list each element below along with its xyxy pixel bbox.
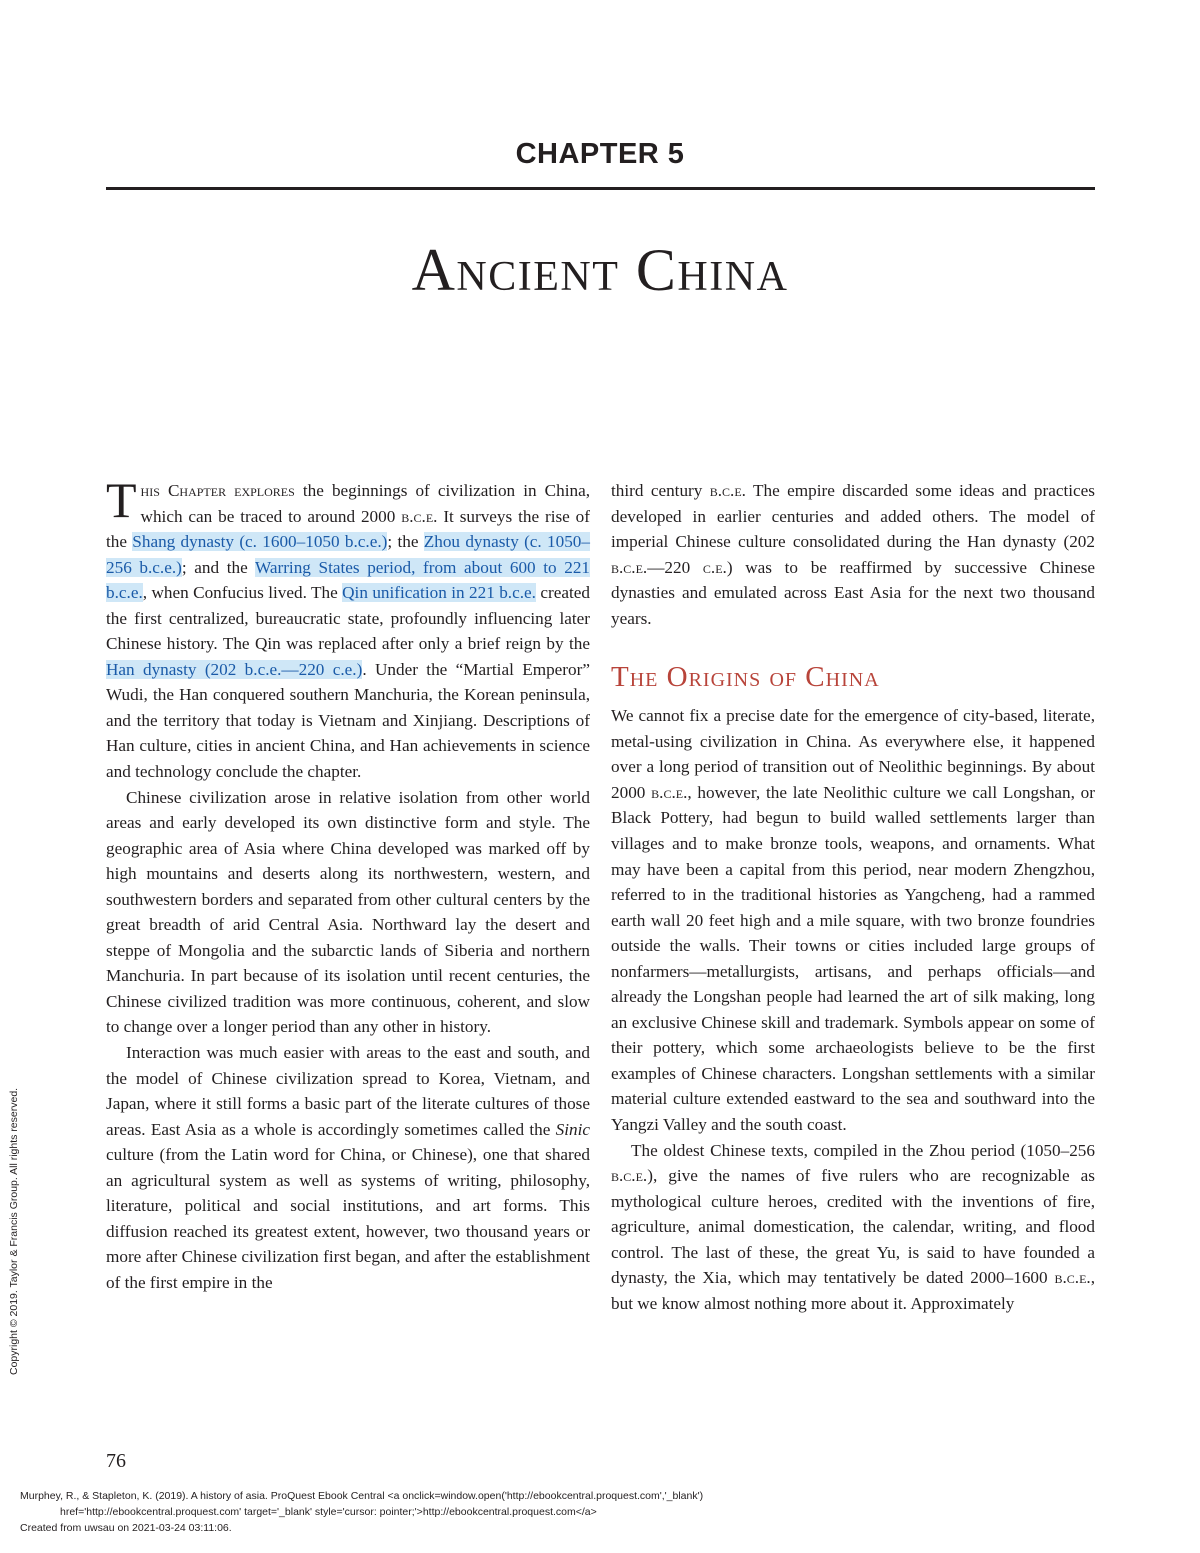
body-paragraph xyxy=(106,1040,590,1295)
text-run: third century xyxy=(611,481,710,500)
body-paragraph xyxy=(611,478,1095,631)
citation-line: Murphey, R., & Stapleton, K. (2019). A history of asia. ProQuest Ebook Central <a onclick=window.open('http://ebookcentral.proquest.com','_blank') xyxy=(20,1490,704,1502)
lead-in-smallcaps: his Chapter explores xyxy=(140,481,295,500)
italic-term: Sinic xyxy=(555,1119,590,1139)
chapter-title: Ancient China xyxy=(411,237,789,304)
body-paragraph xyxy=(611,703,1095,1137)
section-heading: The Origins of China xyxy=(611,661,880,694)
era-abbrev: b.c.e. xyxy=(651,782,688,802)
text-run: . Under the “Martial Emperor” Wudi, the Han conquered southern Manchuria, the Korean peninsula, and the territory that today is Vietnam and Xinjiang. Descriptions of Han culture, cities in ancient China, and Han achievements in science and technology conclude the chapter. xyxy=(106,659,590,782)
highlight-warring-states[interactable]: Warring States period, from about 600 to 221 b.c.e. xyxy=(106,557,591,603)
text-run: culture (from the Latin word for China, or Chinese), one that shared an agricultural system as well as systems of writing, philosophy, literature, political and social institutions, and art forms. This diffusion reached its greatest extent, however, two thousand years or more after Chinese civilization first began, and after the establishment of the first empire in the xyxy=(106,1145,590,1292)
highlight-zhou-dynasty[interactable]: Zhou dynasty (c. 1050–256 b.c.e.) xyxy=(106,532,590,577)
chapter-label: CHAPTER 5 xyxy=(515,138,685,170)
text-run: the beginnings of civilization in China, which can be traced to around 2000 xyxy=(140,481,590,526)
right-column xyxy=(611,478,1095,1316)
page-number: 76 xyxy=(106,1450,126,1472)
text-run: ; the xyxy=(387,532,424,552)
created-line: Created from uwsau on 2021-03-24 03:11:06. xyxy=(20,1522,232,1534)
era-abbrev: b.c.e. xyxy=(709,481,746,500)
copyright-notice: Copyright © 2019. Taylor & Francis Group. All rights reserved. xyxy=(8,1087,20,1375)
citation-line: href='http://ebookcentral.proquest.com' target='_blank' style='cursor: pointer;'>http://ebookcentral.proquest.com</a> xyxy=(60,1506,597,1518)
highlight-shang-dynasty[interactable]: Shang dynasty (c. 1600–1050 b.c.e.) xyxy=(132,532,388,552)
era-abbrev: b.c.e.—220 c.e. xyxy=(611,557,727,577)
body-paragraph xyxy=(611,1138,1095,1317)
body-paragraph: Chinese civilization arose in relative isolation from other world areas and early developed its own distinctive form and style. The geographic area of Asia where China developed was marked off by high mountains and deserts along its northwestern, western, and southwestern borders and separated from other cultural centers by the great breadth of arid Central Asia. Northward lay the desert and steppe of Mongolia and the subarctic lands of Siberia and northern Manchuria. In part because of its isolation until recent centuries, the Chinese civilized tradition was more continuous, coherent, and slow to change over a longer period than any other in history. xyxy=(106,787,590,1037)
chapter-rule xyxy=(106,187,1095,190)
text-run: , however, the late Neolithic culture we call Longshan, or Black Pottery, had begun to build walled settlements larger than villages and to make bronze tools, weapons, and ornaments. What may have been a capital from this period, near modern Zhengzhou, referred to in the traditional histories as Yangcheng, had a rammed earth wall 20 feet high and a mile square, with two bronze foundries outside the walls. Their towns or cities included large groups of nonfarmers—metallurgists, artisans, and perhaps officials—and already the Longshan people had learned the art of silk making, long an exclusive Chinese skill and trademark. Symbols appear on some of their pottery, which some archaeologists believe to be the first examples of Chinese characters. Longshan settlements with a similar material culture extended eastward to the sea and southward into the Yangzi Valley and the south coast. xyxy=(611,782,1096,1135)
text-run: , but we know almost nothing more about it. Approximately xyxy=(611,1268,1095,1313)
era-abbrev: b.c.e. xyxy=(1054,1268,1091,1288)
era-abbrev: b.c.e. xyxy=(401,506,438,526)
text-run: Interaction was much easier with areas to the east and south, and the model of Chinese civilization spread to Korea, Vietnam, and Japan, where it still forms a basic part of the literate cultures of those areas. East Asia as a whole is accordingly sometimes called the xyxy=(106,1043,590,1139)
text-run: ), give the names of five rulers who are recognizable as mythological culture heroes, credited with the inventions of fire, agriculture, animal domestication, the calendar, writing, and flood control. The last of these, the great Yu, is said to have founded a dynasty, the Xia, which may tentatively be dated 2000–1600 xyxy=(611,1166,1095,1288)
highlight-han-dynasty[interactable]: Han dynasty (202 b.c.e.—220 c.e.) xyxy=(106,659,363,679)
highlight-qin-unification[interactable]: Qin unification in 221 b.c.e. xyxy=(342,583,536,603)
citation-footer xyxy=(20,1488,1180,1536)
text-run: ) was to be reaffirmed by successive Chinese dynasties and emulated across East Asia for the next two thousand years. xyxy=(611,557,1096,628)
left-column xyxy=(106,472,591,1296)
text-run: ; and the xyxy=(181,557,256,577)
text-run: The oldest Chinese texts, compiled in the Zhou period (1050–256 xyxy=(631,1140,1095,1160)
text-run: The empire discarded some ideas and practices developed in earlier centuries and added others. The model of imperial Chinese culture consolidated during the Han dynasty (202 xyxy=(611,481,1095,552)
intro-paragraph xyxy=(106,472,591,785)
era-abbrev: b.c.e. xyxy=(611,1166,648,1186)
text-run: created the first centralized, bureaucratic state, profoundly influencing later Chinese history. The Qin was replaced after only a brief reign by the xyxy=(106,583,590,654)
text-run: We cannot fix a precise date for the emergence of city-based, literate, metal-using civilization in China. As everywhere else, it happened over a long period of transition out of Neolithic beginnings. By about 2000 xyxy=(611,706,1095,802)
text-run: , when Confucius lived. The xyxy=(142,583,343,603)
drop-cap: T xyxy=(106,472,137,528)
text-run: It surveys the rise of the xyxy=(106,506,590,552)
